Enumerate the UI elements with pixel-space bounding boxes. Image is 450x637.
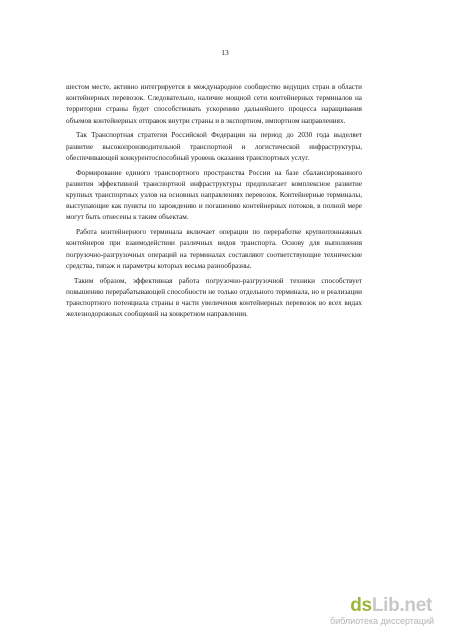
page-number: 13 [221,48,229,57]
paragraph-4: Работа контейнерного терминала включает операции по переработке крупнотоннажных контейнеров при взаимодействии различных видов транспорта. Основу для выполнения погрузочно-разгрузочных операций на терминалах составляют соответствующие технические средства, типаж и параметры которых весьма разнообразны. [66,228,362,270]
dslib-logo [350,595,432,617]
dslib-watermark [329,595,438,629]
logo-ds: ds [350,595,372,616]
paragraph-3: Формирование единого транспортного пространства России на базе сбалансированного развития эффективной транспортной инфраструктуры предполагает комплексное развитие крупных транспортных узлов на основных направлениях перевозок. Контейнерные терминалы, выступающие как пункты по зарождению и погашению контейнерных потоков, в полной мере могут быть отнесены к таким объектам. [66,168,362,222]
logo-lib: Lib [371,595,400,616]
logo-net: .net [399,595,432,616]
paragraph-1: шестом месте, активно интегрируется в международное сообщество ведущих стран в области контейнерных перевозок. Следовательно, наличие мощной сети контейнерных терминалов на территории страны будет способствовать ускорению дальнейшего процесса наращивания объемов контейнерных отправок внутри страны и в экспортном, импортном направлениях. [66,83,362,125]
paragraph-5: Таким образом, эффективная работа погрузочно-разгрузочной техники способствует повышению перерабатывающей способности не только отдельного терминала, но и реализации транспортного потенциала страны в части увеличения контейнерных перевозок во всех видах железнодорожных сообщений на конкретном направлении. [66,276,362,319]
watermark-caption: библиотека диссертаций [329,616,434,626]
paragraph-2: Так Транспортная стратегия Российской Федерации на период до 2030 года выделяет развитие высокопроизводительной транспортной и логистической инфраструктуры, обеспечивающей конкурентоспособный уровень оказания транспортных услуг. [66,131,362,162]
document-body [66,82,362,324]
